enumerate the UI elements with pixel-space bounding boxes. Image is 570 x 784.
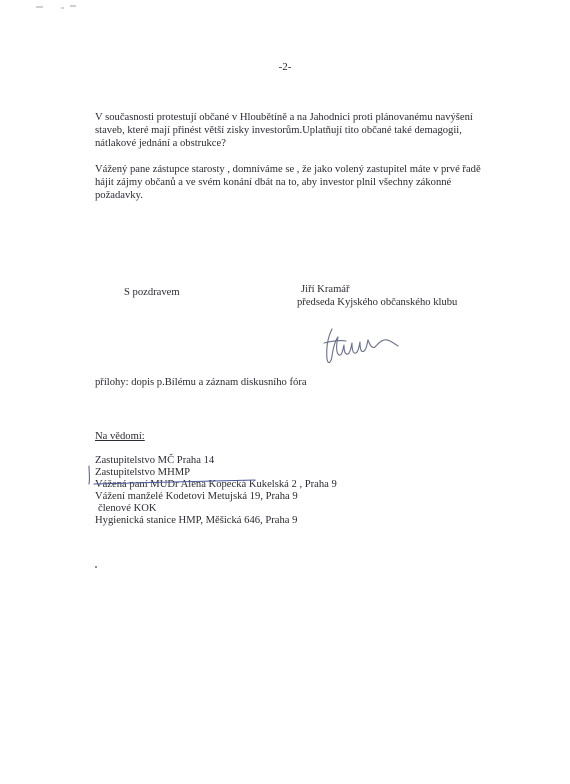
paragraph-line: nátlakové jednání a obstrukce? — [95, 138, 226, 149]
cc-recipient: Hygienická stanice HMP, Měšická 646, Praha 9 — [95, 515, 298, 526]
scan-speck — [95, 566, 97, 568]
pen-markup — [80, 464, 260, 492]
page-number: -2- — [278, 61, 292, 73]
scan-specks — [36, 4, 96, 10]
paragraph-line: požadavky. — [95, 190, 143, 201]
paragraph-line: hájit zájmy občanů a ve svém konání dbát na to, aby investor plnil všechny zákonné — [95, 177, 452, 188]
cc-recipient: členové KOK — [98, 503, 157, 514]
paragraph-line: Vážený pane zástupce starosty , domníváme se , že jako volený zastupitel máte v prvé řadě — [95, 164, 481, 175]
paragraph-appeal — [95, 163, 515, 202]
signatory-block — [297, 283, 457, 309]
signatory-name: Jiří Kramář — [301, 284, 350, 295]
cc-recipient: Zastupitelstvo MHMP — [95, 467, 191, 478]
cc-recipient: Zastupitelstvo MČ Praha 14 — [95, 455, 215, 466]
signatory-title: předseda Kyjského občanského klubu — [297, 297, 458, 308]
attachments-note: přílohy: dopis p.Bílému a záznam diskusního fóra — [95, 377, 307, 388]
cc-recipient: Vážení manželé Kodetovi Metujská 19, Praha 9 — [95, 491, 298, 502]
handwritten-signature — [318, 323, 408, 369]
paragraph-line: staveb, které mají přinést větší zisky investorům.Uplatňují tito občané také demagogii, — [95, 125, 462, 136]
closing-greeting: S pozdravem — [124, 287, 180, 298]
cc-recipient: Vážená paní MUDr Alena Kopecká Kukelská 2 , Praha 9 — [95, 479, 337, 490]
cc-heading: Na vědomí: — [95, 431, 145, 442]
paragraph-line: V současnosti protestují občané v Hloubětíně a na Jahodnici proti plánovanému navýšení — [95, 112, 473, 123]
paragraph-protests — [95, 111, 515, 150]
